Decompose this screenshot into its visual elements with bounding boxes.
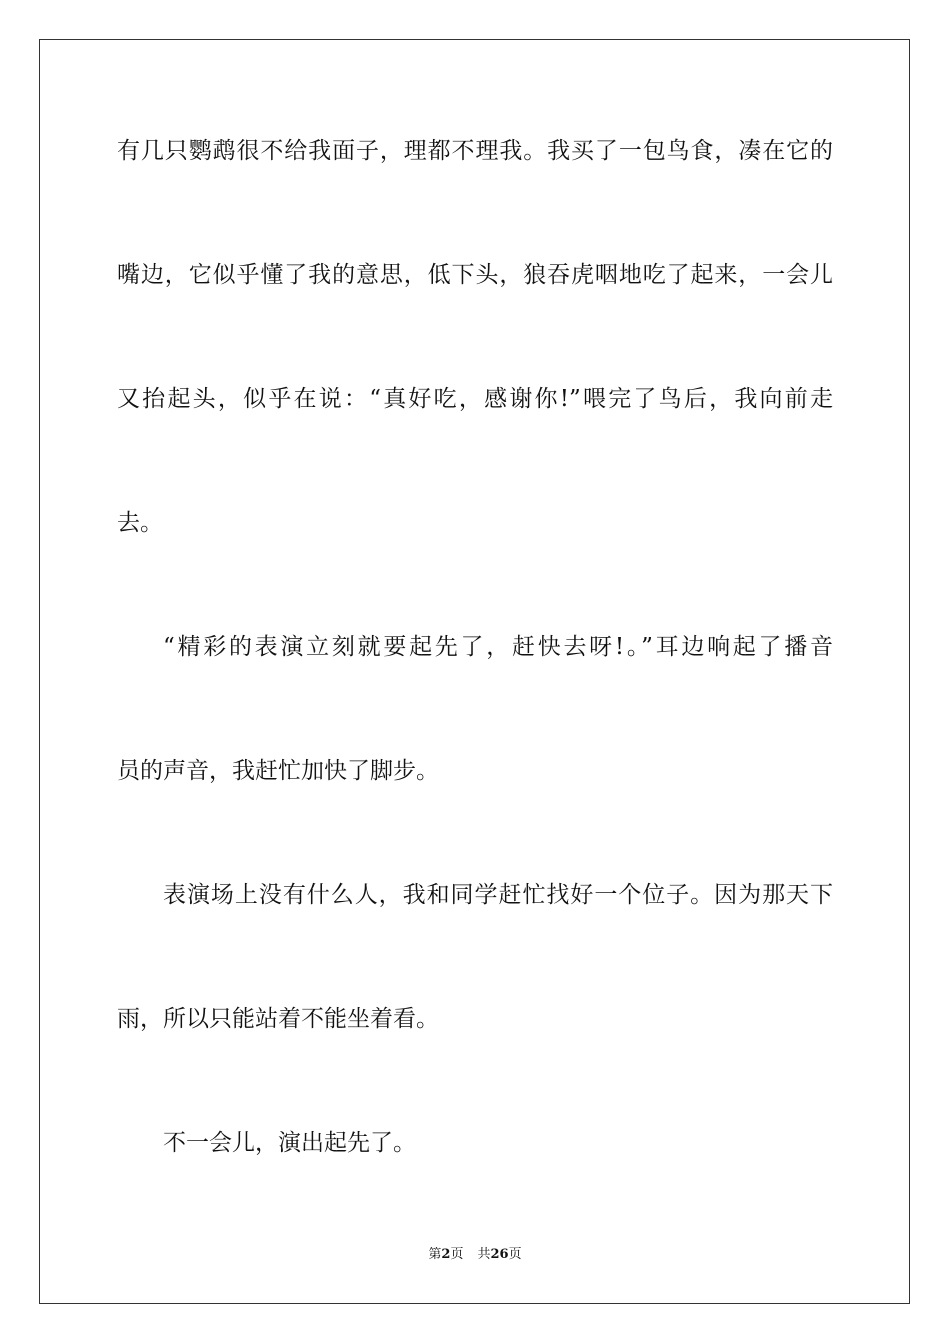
paragraph-first-line: 表演场上没有什么人，我和同学赶忙找好一个位子。因为那天下 — [163, 882, 833, 908]
text-line: 嘴边，它似乎懂了我的意思，低下头，狼吞虎咽地吃了起来，一会儿 — [117, 262, 833, 288]
text-line: 有几只鹦鹉很不给我面子，理都不理我。我买了一包鸟食，凑在它的 — [117, 138, 833, 164]
total-prefix: 共 — [477, 1247, 491, 1262]
page-number: 2 — [441, 1247, 451, 1262]
text-line: 雨，所以只能站着不能坐着看。 — [117, 1006, 439, 1032]
paragraph-first-line: “精彩的表演立刻就要起先了，赶快去呀!。”耳边响起了播音 — [163, 634, 833, 660]
text-line: 员的声音，我赶忙加快了脚步。 — [117, 758, 439, 784]
page-footer — [0, 1246, 950, 1264]
paragraph-first-line: 不一会儿，演出起先了。 — [163, 1130, 416, 1156]
total-suffix: 页 — [508, 1247, 522, 1262]
total-pages: 26 — [490, 1247, 509, 1262]
text-line: 又抬起头，似乎在说：“真好吃，感谢你!”喂完了鸟后，我向前走 — [117, 386, 833, 412]
page-prefix: 第 — [428, 1247, 442, 1262]
page-border — [39, 39, 910, 1304]
page-suffix: 页 — [450, 1247, 464, 1262]
text-line: 去。 — [117, 510, 163, 536]
